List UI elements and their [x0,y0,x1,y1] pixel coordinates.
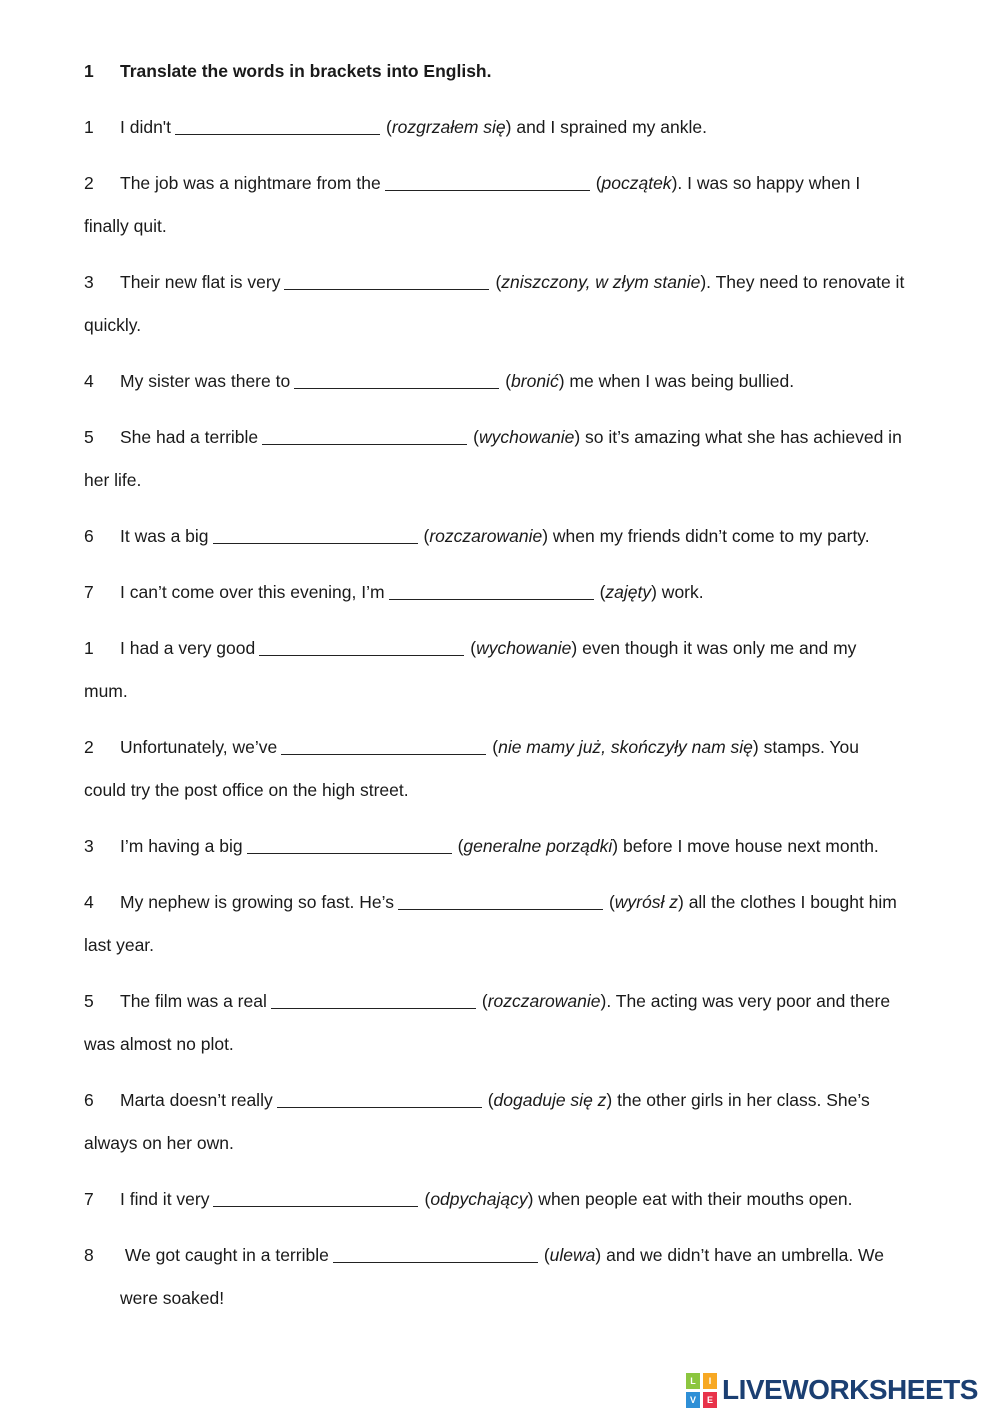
item-line: 8 We got caught in a terrible (ulewa) and we didn’t have an umbrella. We [84,1234,984,1277]
item-continuation: mum. [84,681,128,701]
polish-hint: początek [601,173,672,193]
item-line: 2 The job was a nightmare from the (początek). I was so happy when I [84,162,984,205]
logo-tile: L [686,1373,700,1389]
item-text-before: She had a terrible [120,427,259,447]
item-text-after: even though it was only me and my [577,638,857,658]
item-text-before: I had a very good [120,638,256,658]
answer-blank[interactable] [281,753,486,755]
polish-hint: rozczarowanie [429,526,543,546]
answer-blank[interactable] [213,1205,418,1207]
exercise-number: 1 [84,61,94,81]
item-text-before: Unfortunately, we’ve [120,737,278,757]
exercise-item [84,726,984,812]
item-text-before: I didn't [120,117,172,137]
exercise-instruction: Translate the words in brackets into English. [120,61,492,81]
item-number: 7 [84,582,94,602]
exercise-item [84,360,984,403]
exercise-item [84,162,984,248]
item-continuation: was almost no plot. [84,1034,234,1054]
item-continuation: always on her own. [84,1133,234,1153]
logo-tile: E [703,1392,717,1408]
item-number: 5 [84,991,94,1011]
item-text-before: I find it very [120,1189,210,1209]
item-number: 8 [84,1245,94,1265]
logo-tiles-icon [686,1373,717,1408]
answer-blank[interactable] [333,1261,538,1263]
exercise-items [84,106,984,1320]
item-line: 7 I can’t come over this evening, I’m (zajęty) work. [84,571,984,614]
exercise-item [84,261,984,347]
item-text-after: me when I was being bullied. [564,371,795,391]
item-text-before: I’m having a big [120,836,243,856]
item-text-after: . I was so happy when I [677,173,861,193]
item-text-after: all the clothes I bought him [683,892,897,912]
polish-hint: generalne porządki [463,836,613,856]
item-number: 6 [84,526,94,546]
item-text-after: stamps. You [758,737,859,757]
item-continuation: finally quit. [84,216,167,236]
logo-tile: I [703,1373,717,1389]
item-number: 1 [84,117,94,137]
item-line: 2 Unfortunately, we’ve (nie mamy już, skończyły nam się) stamps. You [84,726,984,769]
liveworksheets-logo [686,1372,978,1408]
item-line: 3 I’m having a big (generalne porządki) before I move house next month. [84,825,984,868]
polish-hint: zniszczony, w złym stanie [501,272,701,292]
polish-hint: wyrósł z [614,892,678,912]
item-text-before: Marta doesn’t really [120,1090,273,1110]
item-line: 1 I had a very good (wychowanie) even though it was only me and my [84,627,984,670]
answer-blank[interactable] [247,852,452,854]
item-line: 1 I didn't (rozgrzałem się) and I sprained my ankle. [84,106,984,149]
item-line: 7 I find it very (odpychający) when people eat with their mouths open. [84,1178,984,1221]
item-text-before: My nephew is growing so fast. He’s [120,892,394,912]
answer-blank[interactable] [277,1106,482,1108]
exercise-item [84,881,984,967]
item-number: 5 [84,427,94,447]
exercise-item [84,1178,984,1221]
item-continuation: were soaked! [120,1288,225,1308]
item-text-after: work. [656,582,704,602]
item-text-after: and I sprained my ankle. [511,117,707,137]
item-line: 4 My nephew is growing so fast. He’s (wyrósł z) all the clothes I bought him [84,881,984,924]
logo-text: LIVEWORKSHEETS [722,1374,978,1405]
item-continuation: last year. [84,935,155,955]
item-number: 2 [84,737,94,757]
exercise-item [84,627,984,713]
answer-blank[interactable] [398,908,603,910]
polish-hint: ulewa [549,1245,596,1265]
polish-hint: rozgrzałem się [391,117,506,137]
item-continuation: quickly. [84,315,142,335]
item-line: 6 Marta doesn’t really (dogaduje się z) the other girls in her class. She’s [84,1079,984,1122]
item-text-after: . They need to renovate it [706,272,905,292]
item-continuation: her life. [84,470,142,490]
logo-tile: V [686,1392,700,1408]
answer-blank[interactable] [213,542,418,544]
exercise-item [84,515,984,558]
item-line: 5 She had a terrible (wychowanie) so it’s amazing what she has achieved in [84,416,984,459]
polish-hint: rozczarowanie [487,991,601,1011]
item-text-before: The film was a real [120,991,267,1011]
worksheet [84,50,984,1333]
item-text-after: when my friends didn’t come to my party. [548,526,870,546]
exercise-item [84,416,984,502]
answer-blank[interactable] [175,133,380,135]
item-text-after: so it’s amazing what she has achieved in [580,427,902,447]
item-number: 2 [84,173,94,193]
answer-blank[interactable] [385,189,590,191]
item-number: 1 [84,638,94,658]
item-text-before: The job was a nightmare from the [120,173,381,193]
answer-blank[interactable] [262,443,467,445]
item-line: 4 My sister was there to (bronić) me when I was being bullied. [84,360,984,403]
polish-hint: odpychający [430,1189,528,1209]
exercise-item [84,106,984,149]
polish-hint: nie mamy już, skończyły nam się [498,737,753,757]
answer-blank[interactable] [389,598,594,600]
answer-blank[interactable] [259,654,464,656]
answer-blank[interactable] [284,288,489,290]
item-text-before: Their new flat is very [120,272,281,292]
item-text-before: We got caught in a terrible [120,1245,329,1265]
item-number: 3 [84,836,94,856]
polish-hint: zajęty [605,582,652,602]
item-text-before: I can’t come over this evening, I’m [120,582,385,602]
item-text-before: My sister was there to [120,371,291,391]
item-line: 5 The film was a real (rozczarowanie). The acting was very poor and there [84,980,984,1023]
item-text-after: before I move house next month. [618,836,879,856]
answer-blank[interactable] [271,1007,476,1009]
exercise-item [84,825,984,868]
polish-hint: wychowanie [478,427,575,447]
exercise-item [84,1079,984,1165]
item-text-before: It was a big [120,526,209,546]
exercise-item [84,571,984,614]
item-text-after: . The acting was very poor and there [606,991,891,1011]
item-line: 6 It was a big (rozczarowanie) when my friends didn’t come to my party. [84,515,984,558]
item-number: 6 [84,1090,94,1110]
exercise-heading [84,50,984,93]
polish-hint: bronić [511,371,559,391]
item-number: 7 [84,1189,94,1209]
exercise-item [84,1234,984,1320]
item-text-after: the other girls in her class. She’s [612,1090,870,1110]
item-line: 3 Their new flat is very (zniszczony, w złym stanie). They need to renovate it [84,261,984,304]
item-number: 3 [84,272,94,292]
item-text-after: and we didn’t have an umbrella. We [601,1245,884,1265]
item-text-after: when people eat with their mouths open. [533,1189,853,1209]
answer-blank[interactable] [294,387,499,389]
polish-hint: wychowanie [476,638,572,658]
item-number: 4 [84,892,94,912]
item-continuation: could try the post office on the high street. [84,780,409,800]
item-number: 4 [84,371,94,391]
exercise-item [84,980,984,1066]
polish-hint: dogaduje się z [493,1090,607,1110]
